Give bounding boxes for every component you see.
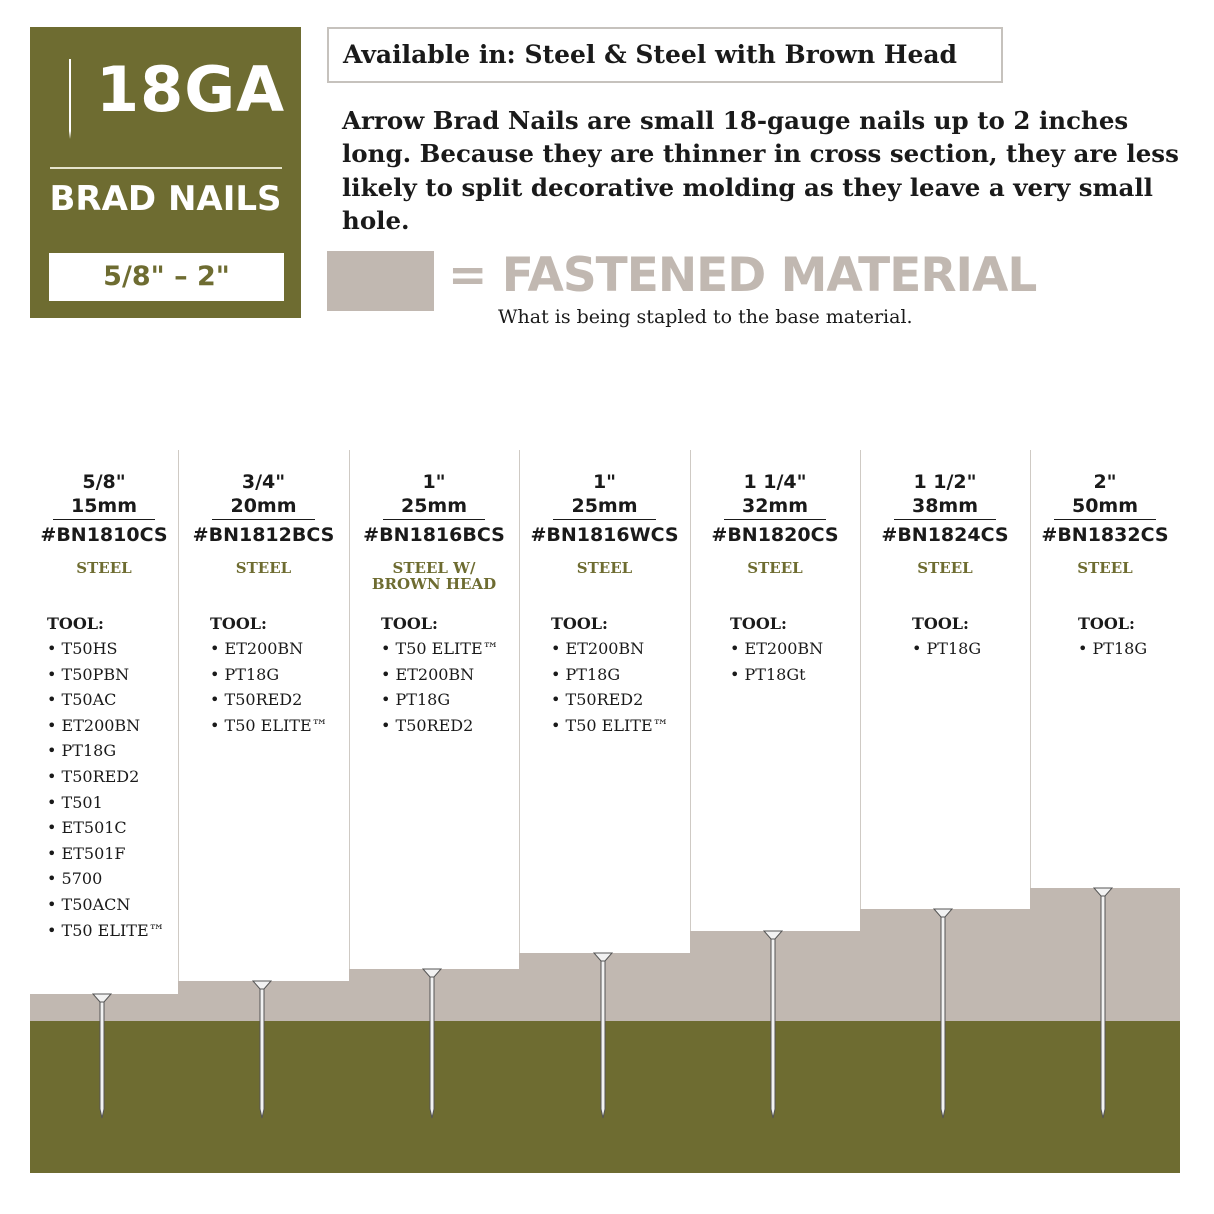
compatible-tools-list [47, 612, 165, 943]
nail-material: STEEL [1077, 559, 1133, 577]
product-header [30, 470, 178, 576]
product-header [1030, 470, 1180, 576]
tool-item: • ET200BN [47, 713, 165, 739]
nail-length-mm: 25mm [383, 494, 485, 520]
brad-nail-icon [252, 980, 272, 1119]
product-sku: #BN1816BCS [363, 524, 505, 546]
brad-nail-icon [933, 908, 953, 1119]
nail-length-mm: 50mm [1054, 494, 1156, 520]
nail-length-mm: 38mm [894, 494, 996, 520]
nail-length-inches: 1" [422, 471, 446, 493]
size-range-label: 5/8" – 2" [49, 253, 284, 301]
nail-length-mm: 15mm [53, 494, 155, 520]
compatible-tools-list [912, 612, 981, 662]
compatible-tools-list [1078, 612, 1147, 662]
compatible-tools-list [381, 612, 499, 738]
nail-material: STEEL [576, 559, 633, 577]
tool-item: • PT18G [551, 662, 669, 688]
fastened-material-label: = FASTENED MATERIAL [448, 248, 1037, 303]
product-header [860, 470, 1030, 576]
tool-item: • ET200BN [730, 636, 823, 662]
product-sku: #BN1824CS [881, 524, 1009, 546]
product-sku: #BN1812BCS [192, 524, 335, 546]
product-header [349, 470, 519, 592]
tool-heading: TOOL: [381, 614, 438, 633]
tool-heading: TOOL: [730, 614, 787, 633]
tool-item: • T50AC [47, 687, 165, 713]
tool-heading: TOOL: [1078, 614, 1135, 633]
tool-item: • T50 ELITE™ [551, 713, 669, 739]
tool-item: • PT18G [1078, 636, 1147, 662]
tool-item: • T50ACN [47, 892, 165, 918]
tool-item: • T50RED2 [381, 713, 499, 739]
brad-nail-icon [763, 930, 783, 1119]
tool-item: • ET501C [47, 815, 165, 841]
nail-material: STEEL [747, 559, 803, 577]
tool-heading: TOOL: [912, 614, 969, 633]
tool-item: • ET200BN [381, 662, 499, 688]
nail-length-inches: 1 1/2" [913, 471, 977, 493]
availability-box: Available in: Steel & Steel with Brown Head [327, 27, 1003, 83]
nail-material: STEEL [235, 559, 292, 577]
compatible-tools-list [551, 612, 669, 738]
tool-item: • T50HS [47, 636, 165, 662]
compatible-tools-list [730, 612, 823, 687]
product-type-label: BRAD NAILS [49, 179, 282, 219]
nail-length-mm: 32mm [724, 494, 826, 520]
tool-item: • PT18G [912, 636, 981, 662]
brad-nail-icon [422, 968, 442, 1119]
nail-length-inches: 1" [592, 471, 617, 493]
nail-length-inches: 3/4" [241, 471, 286, 493]
tool-item: • T50RED2 [210, 687, 328, 713]
tool-item: • 5700 [47, 866, 165, 892]
nail-length-mm: 25mm [553, 494, 655, 520]
product-header [690, 470, 860, 576]
nail-material: STEEL [76, 559, 132, 577]
product-sku: #BN1832CS [1041, 524, 1169, 546]
tool-heading: TOOL: [47, 614, 104, 633]
tool-heading: TOOL: [551, 614, 608, 633]
fastened-material-note: What is being stapled to the base material. [498, 306, 913, 328]
tool-item: • ET200BN [551, 636, 669, 662]
tool-item: • PT18Gt [730, 662, 823, 688]
tool-item: • PT18G [210, 662, 328, 688]
tool-item: • T50 ELITE™ [381, 636, 499, 662]
tool-item: • PT18G [381, 687, 499, 713]
brad-nail-icon [593, 952, 613, 1119]
product-sku: #BN1810CS [40, 524, 168, 546]
nail-material: STEEL [917, 559, 973, 577]
tool-item: • T501 [47, 790, 165, 816]
nail-length-inches: 1 1/4" [743, 471, 807, 493]
product-sku: #BN1820CS [711, 524, 839, 546]
tool-item: • ET200BN [210, 636, 328, 662]
tool-item: • T50RED2 [47, 764, 165, 790]
product-description: Arrow Brad Nails are small 18-gauge nails up to 2 inches long. Because they are thinner in cross section, they are less likely to split decorative molding as they leave a very small hole. [342, 106, 1179, 235]
nail-length-inches: 2" [1093, 471, 1117, 493]
nail-material: STEEL W/ BROWN HEAD [371, 559, 497, 593]
tool-heading: TOOL: [210, 614, 267, 633]
product-header [178, 470, 349, 576]
nail-length-inches: 5/8" [82, 471, 126, 493]
product-header [519, 470, 690, 576]
tool-item: • PT18G [47, 738, 165, 764]
tool-item: • ET501F [47, 841, 165, 867]
gauge-label: 18GA [96, 53, 286, 126]
product-sku: #BN1816WCS [530, 524, 679, 546]
compatible-tools-list [210, 612, 328, 738]
tool-item: • T50PBN [47, 662, 165, 688]
brad-nail-icon [92, 993, 112, 1119]
tool-item: • T50 ELITE™ [210, 713, 328, 739]
tool-item: • T50RED2 [551, 687, 669, 713]
nail-length-mm: 20mm [212, 494, 314, 520]
brad-nail-icon [1093, 887, 1113, 1119]
tool-item: • T50 ELITE™ [47, 918, 165, 944]
